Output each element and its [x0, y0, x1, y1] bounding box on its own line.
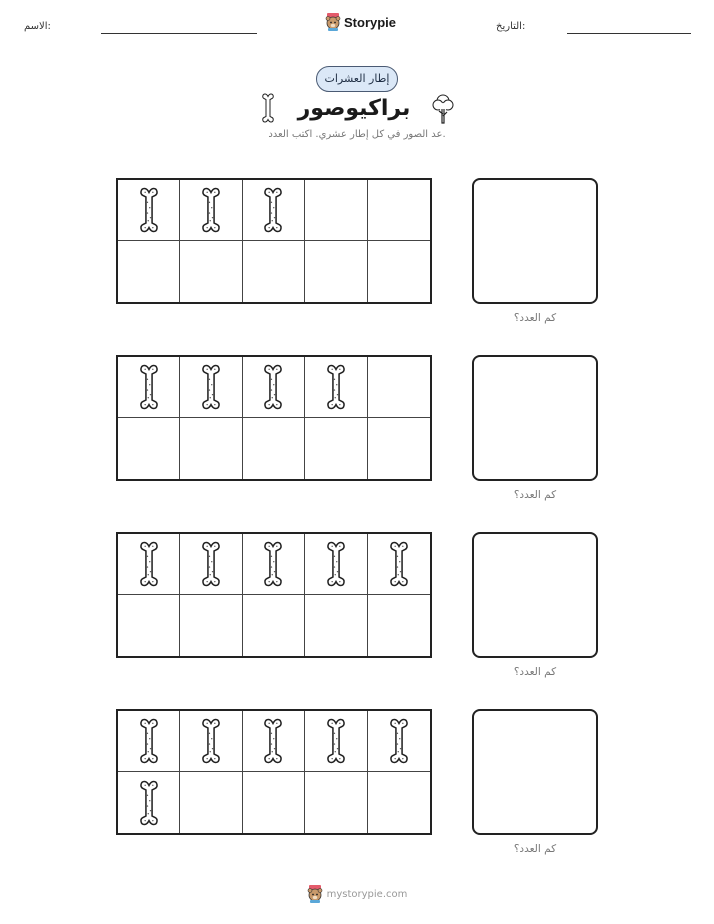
- ten-frame-cell: [243, 418, 305, 479]
- bone-icon: [260, 93, 276, 123]
- ten-frame-cell: [180, 772, 242, 833]
- ten-frame-cell: [305, 711, 367, 772]
- ten-frame-cell: [118, 711, 180, 772]
- ten-frame-cell: [243, 772, 305, 833]
- date-line[interactable]: [567, 33, 691, 34]
- topic-badge: إطار العشرات: [316, 66, 399, 92]
- ten-frame-cell: [118, 241, 180, 302]
- ten-frame-cell: [368, 711, 430, 772]
- date-label: التاريخ:: [496, 21, 526, 32]
- title-row: [0, 92, 714, 124]
- bone-icon: [138, 187, 160, 233]
- ten-frame-cell: [305, 241, 367, 302]
- ten-frame-cell: [180, 534, 242, 595]
- ten-frame-cell: [243, 595, 305, 656]
- answer-box[interactable]: [472, 355, 598, 481]
- ten-frame-cell: [243, 357, 305, 418]
- ten-frame-cell: [180, 241, 242, 302]
- bone-icon: [262, 364, 284, 410]
- ten-frame-cell: [180, 711, 242, 772]
- bone-icon: [200, 541, 222, 587]
- ten-frame-cell: [180, 180, 242, 241]
- tree-icon: [432, 92, 454, 124]
- count-question: كم العدد؟: [513, 312, 557, 324]
- answer-box[interactable]: [472, 178, 598, 304]
- ten-frame-cell: [118, 180, 180, 241]
- bone-icon: [200, 187, 222, 233]
- name-label: الاسم:: [24, 21, 51, 32]
- ten-frame-cell: [118, 418, 180, 479]
- footer: [307, 885, 408, 903]
- bone-icon: [262, 718, 284, 764]
- answer-box[interactable]: [472, 709, 598, 835]
- ten-frame-cell: [368, 357, 430, 418]
- count-question: كم العدد؟: [513, 489, 557, 501]
- bone-icon: [138, 364, 160, 410]
- name-line[interactable]: [101, 33, 257, 34]
- ten-frame-cell: [180, 357, 242, 418]
- instruction-text: عد الصور في كل إطار عشري. اكتب العدد.: [268, 129, 446, 140]
- ten-frame-cell: [368, 772, 430, 833]
- storypie-logo: [325, 13, 396, 31]
- count-question: كم العدد؟: [513, 843, 557, 855]
- bone-icon: [138, 718, 160, 764]
- ten-frame: [116, 355, 432, 481]
- bone-icon: [138, 780, 160, 826]
- ten-frame-cell: [305, 418, 367, 479]
- bone-icon: [325, 541, 347, 587]
- bone-icon: [200, 364, 222, 410]
- answer-box[interactable]: [472, 532, 598, 658]
- ten-frame-cell: [243, 534, 305, 595]
- ten-frame-cell: [368, 595, 430, 656]
- ten-frame-cell: [243, 180, 305, 241]
- bone-icon: [200, 718, 222, 764]
- bone-icon: [325, 718, 347, 764]
- bone-icon: [388, 541, 410, 587]
- footer-url[interactable]: mystorypie.com: [326, 888, 408, 900]
- ten-frame-cell: [368, 534, 430, 595]
- ten-frame-cell: [305, 534, 367, 595]
- ten-frame-cell: [118, 357, 180, 418]
- count-question: كم العدد؟: [513, 666, 557, 678]
- page-title: براكيوصور: [297, 95, 411, 121]
- ten-frame-cell: [118, 534, 180, 595]
- ten-frame-cell: [368, 418, 430, 479]
- ten-frame-cell: [118, 595, 180, 656]
- bone-icon: [262, 187, 284, 233]
- ten-frame-cell: [180, 595, 242, 656]
- ten-frame: [116, 178, 432, 304]
- ten-frame-cell: [305, 595, 367, 656]
- bone-icon: [138, 541, 160, 587]
- ten-frame-cell: [368, 241, 430, 302]
- ten-frame-cell: [118, 772, 180, 833]
- ten-frame-cell: [305, 180, 367, 241]
- brand-name: Storypie: [344, 14, 397, 30]
- bone-icon: [388, 718, 410, 764]
- ten-frame-cell: [243, 241, 305, 302]
- ten-frame: [116, 532, 432, 658]
- ten-frame: [116, 709, 432, 835]
- ten-frame-cell: [180, 418, 242, 479]
- bone-icon: [262, 541, 284, 587]
- bear-logo-icon: [307, 885, 323, 903]
- ten-frame-cell: [243, 711, 305, 772]
- ten-frame-cell: [305, 357, 367, 418]
- bear-logo-icon: [325, 13, 341, 31]
- bone-icon: [325, 364, 347, 410]
- ten-frame-cell: [305, 772, 367, 833]
- ten-frame-cell: [368, 180, 430, 241]
